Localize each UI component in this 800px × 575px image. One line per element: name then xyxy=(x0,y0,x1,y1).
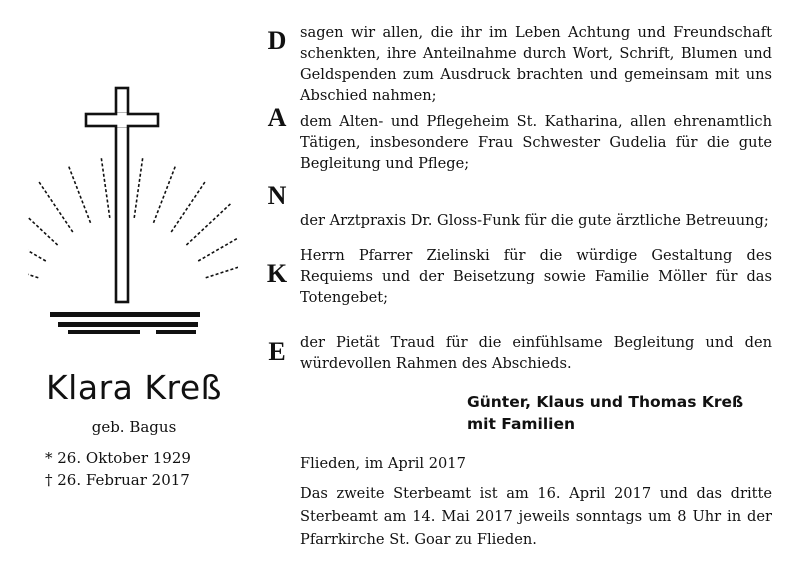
life-dates xyxy=(45,447,191,491)
light-ray xyxy=(28,230,46,261)
light-ray xyxy=(206,259,238,278)
place-date: Flieden, im April 2017 xyxy=(300,455,466,472)
light-ray xyxy=(38,181,73,232)
light-ray xyxy=(28,203,58,245)
danke-letter-n: N xyxy=(267,181,287,210)
light-ray xyxy=(171,181,206,232)
cross-with-rays-icon xyxy=(28,80,238,350)
light-ray xyxy=(186,203,231,245)
signature xyxy=(467,391,743,435)
danke-letter-e: E xyxy=(268,337,286,366)
thanks-paragraph-1: sagen wir allen, die ihr im Leben Achtung und Freundschaft schenkten, ihre Anteilnahme durch Wort, Schrift, Blumen und Geldspenden zum Ausdruck brachten und gemeinsam mit uns Abschied nahmen; xyxy=(300,24,772,104)
thanks-paragraph-3: der Arztpraxis Dr. Gloss-Funk für die gute ärztliche Betreuung; xyxy=(300,212,769,229)
light-ray xyxy=(154,165,176,223)
light-ray xyxy=(28,259,38,278)
thanks-paragraph-4: Herrn Pfarrer Zielinski für die würdige Gestaltung des Requiems und der Beisetzung sowie Familie Möller für das Totengebet; xyxy=(300,247,772,306)
requiem-note: Das zweite Sterbeamt ist am 16. April 2017 und das dritte Sterbeamt am 14. Mai 2017 jeweils sonntags um 8 Uhr in der Pfarrkirche St. Goar zu Flieden. xyxy=(300,485,772,548)
birth-name: geb. Bagus xyxy=(91,418,177,436)
light-ray xyxy=(134,157,143,218)
light-ray xyxy=(198,230,238,261)
signature-line-1: Günter, Klaus und Thomas Kreß xyxy=(467,393,744,411)
deceased-name: Klara Kreß xyxy=(46,368,222,407)
danke-letter-d: D xyxy=(267,26,287,55)
light-ray xyxy=(68,165,90,223)
danke-letter-k: K xyxy=(266,259,288,288)
thanks-paragraph-2: dem Alten- und Pflegeheim St. Katharina, allen ehrenamtlich Tätigen, insbesondere Frau Schwester Gudelia für die gute Begleitung und Pflege; xyxy=(300,113,772,172)
danke-letter-a: A xyxy=(267,103,287,132)
signature-line-2: mit Familien xyxy=(467,415,576,433)
death-date: † 26. Februar 2017 xyxy=(45,471,190,489)
birth-date: * 26. Oktober 1929 xyxy=(45,449,191,467)
thanks-paragraph-5: der Pietät Traud für die einfühlsame Begleitung und den würdevollen Rahmen des Abschieds. xyxy=(300,334,772,372)
light-ray xyxy=(101,157,110,218)
